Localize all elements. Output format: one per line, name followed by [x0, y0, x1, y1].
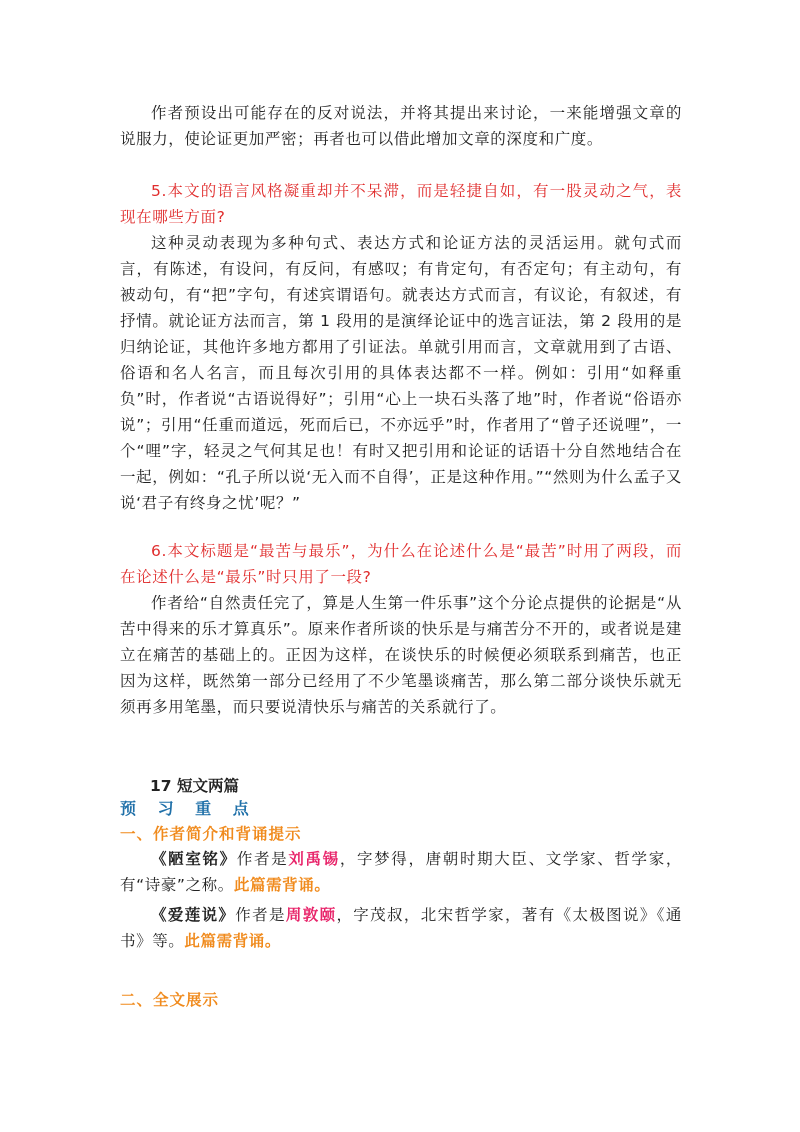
item-lou-shi-ming: [120, 846, 682, 898]
author-intro-heading: 一、作者简介和背诵提示: [120, 825, 302, 843]
previous-answer-paragraph: 作者预设出可能存在的反对说法，并将其提出来讨论，一来能增强文章的说服力，使论证更加严密；再者也可以借此增加文章的深度和广度。: [120, 104, 682, 148]
author-name: 刘禹锡: [288, 850, 340, 868]
author-description: ，字梦得，唐朝时期大臣、文学家、哲学家，有“诗豪”之称。: [120, 850, 682, 894]
full-text-heading: 二、全文展示: [120, 991, 220, 1009]
work-title: 《陋室铭》: [151, 850, 237, 868]
author-description: ，字茂叔，北宋哲学家，著有《太极图说》《通书》等。: [120, 906, 682, 950]
item-ai-lian-shuo: [120, 902, 682, 954]
preview-key-points-heading: 预 习 重 点: [120, 799, 257, 818]
work-title: 《爱莲说》: [151, 906, 236, 924]
question-5: 5.本文的语言风格凝重却并不呆滞，而是轻捷自如，有一股灵动之气，表现在哪些方面?: [120, 182, 682, 226]
answer-5-paragraph: 这种灵动表现为多种句式、表达方式和论证方法的灵活运用。就句式而言，有陈述，有设问，有反问，有感叹；有肯定句，有否定句；有主动句，有被动句，有“把”字句，有述宾谓语句。就表达方式而言，有议论，有叙述，有抒情。就论证方法而言，第 1 段用的是演绎论证中的选言证法，第 2 段用的是归纳论证，其他许多地方都用了引证法。单就引用而言，文章就用到了古语、俗语和名人名言，而且每次引用的具体表达都不一样。例如：引用“如释重负”时，作者说“古语说得好”；引用“心上一块石头落了地”时，作者说“俗语亦说”；引用“任重而道远，死而后已，不亦远乎”时，作者用了“曾子还说哩”，一个“哩”字，轻灵之气何其足也！有时又把引用和论证的话语十分自然地结合在一起，例如：“孔子所以说‘无入而不自得’，正是这种作用。”“然则为什么孟子又说‘君子有终身之忧’呢？”: [120, 234, 682, 512]
author-is-text: 作者是: [235, 906, 286, 924]
author-is-text: 作者是: [236, 850, 289, 868]
memorize-note: 此篇需背诵。: [184, 932, 282, 950]
author-name: 周敦颐: [285, 906, 337, 924]
lesson-title: 17 短文两篇: [150, 777, 239, 795]
answer-6-paragraph: 作者给“自然责任完了，算是人生第一件乐事”这个分论点提供的论据是“从苦中得来的乐才算真乐”。原来作者所谈的快乐是与痛苦分不开的，或者说是建立在痛苦的基础上的。正因为这样，在谈快乐的时候便必须联系到痛苦，也正因为这样，既然第一部分已经用了不少笔墨谈痛苦，那么第二部分谈快乐就无须再多用笔墨，而只要说清快乐与痛苦的关系就行了。: [120, 594, 682, 716]
memorize-note: 此篇需背诵。: [233, 876, 331, 894]
question-6: 6.本文标题是“最苦与最乐”，为什么在论述什么是“最苦”时用了两段，而在论述什么是“最乐”时只用了一段?: [120, 542, 682, 586]
